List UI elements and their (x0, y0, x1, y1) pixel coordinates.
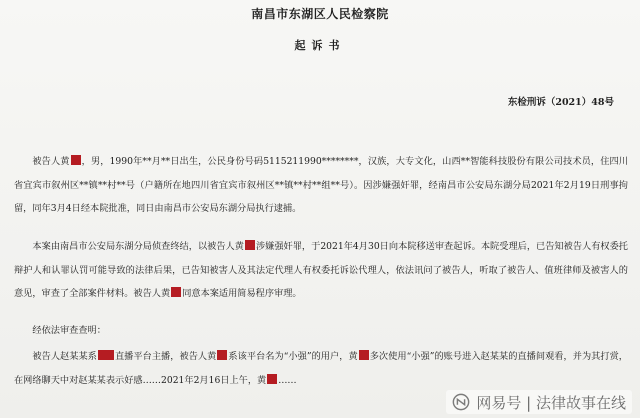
text-segment: 直播平台主播，被告人黄 (114, 351, 217, 362)
redaction-mark (71, 155, 81, 165)
redaction-mark (98, 350, 114, 360)
text-segment: 被告人黄 (32, 156, 70, 167)
text-segment: …… (278, 374, 297, 386)
document-title: 起诉书 (294, 39, 346, 52)
watermark-text: 网易号 | 法律故事在线 (476, 393, 626, 412)
redaction-mark (171, 287, 181, 297)
text-segment: 多次使用“小强”的账号进入赵某某的直播间观看，并为其打赏，在网络聊天中对赵某某表示好感……2021年2月16日上午，黄 (14, 351, 628, 386)
redaction-mark (267, 374, 277, 384)
redaction-mark (359, 350, 369, 360)
case-procedure-paragraph (14, 235, 628, 306)
netease-logo-icon (452, 393, 470, 411)
text-segment: 系该平台名为“小强”的用户，黄 (228, 351, 358, 362)
text-segment: 同意本案适用简易程序审理。 (182, 288, 302, 299)
organization-name: 南昌市东湖区人民检察院 (251, 7, 389, 21)
defendant-info-paragraph (14, 150, 628, 221)
watermark (446, 390, 632, 414)
text-segment: 本案由南昌市公安局东湖分局侦查终结，以被告人黄 (32, 241, 244, 252)
redaction-mark (217, 350, 227, 360)
text-segment: 被告人赵某某系 (32, 351, 97, 362)
facts-paragraph (14, 345, 628, 392)
findings-heading: 经依法审查查明： (32, 325, 106, 336)
text-segment: ，男，1990年**月**日出生，公民身份号码5115211990********，汉族，大专文化，山西**智能科技股份有限公司技术员，住四川省宜宾市叙州区**镇**村**号（户籍所在地四川省宜宾市叙州区**镇**村**组**号）。因涉嫌强奸罪，经南昌市公安局东湖分局2021年2月19日刑事拘留，同年3月4日经本院批准，同日由南昌市公安局东湖分局执行逮捕。 (14, 156, 628, 214)
text-segment: 涉嫌强奸罪，于2021年4月30日向本院移送审查起诉。本院受理后，已告知被告人有权委托辩护人和认罪认罚可能导致的法律后果，已告知被害人及其法定代理人有权委托诉讼代理人，依法讯问了被告人，听取了被告人、值班律师及被害人的意见，审查了全部案件材料。被告人黄 (14, 241, 628, 299)
redaction-mark (245, 240, 255, 250)
document-number: 东检刑诉（2021）48号 (507, 97, 614, 108)
